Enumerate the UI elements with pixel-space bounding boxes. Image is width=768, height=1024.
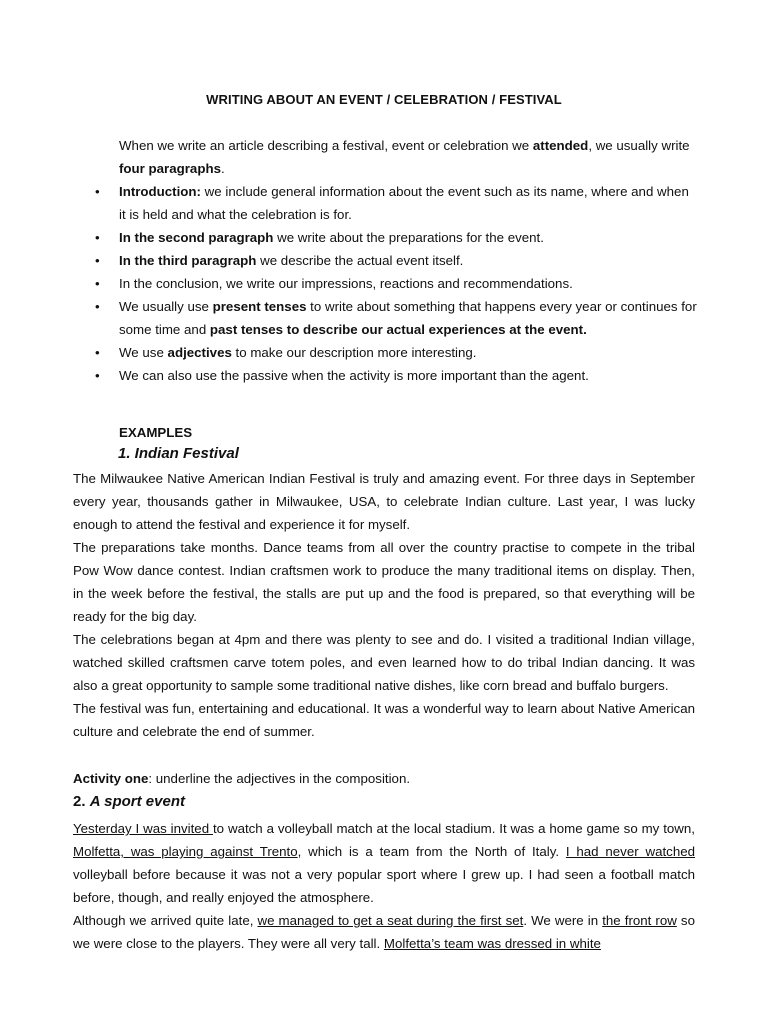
list-item-bold: Introduction: bbox=[119, 184, 201, 199]
document-title: WRITING ABOUT AN EVENT / CELEBRATION / FESTIVAL bbox=[206, 92, 562, 107]
list-item-bold: In the second paragraph bbox=[119, 230, 274, 245]
examples-heading: EXAMPLES bbox=[119, 425, 193, 440]
intro-paragraph bbox=[119, 134, 699, 180]
list-item bbox=[93, 272, 699, 295]
list-item-bold: past tenses to describe our actual experiences at the event. bbox=[209, 322, 587, 337]
paragraph: The celebrations began at 4pm and there was plenty to see and do. I visited a traditional Indian village, watched skilled craftsmen carve totem poles, and even learned how to do tribal Indian dancing. It was also a great opportunity to sample some traditional native dishes, like corn bread and buffalo burgers. bbox=[73, 632, 695, 693]
example1-heading: 1. Indian Festival bbox=[118, 445, 239, 462]
bullet-icon: • bbox=[95, 299, 100, 314]
example2-number: 2. bbox=[73, 793, 90, 810]
list-item-text: we include general information about the event such as its name, where and when it is held and what the celebration is for. bbox=[119, 184, 689, 222]
example2-title: A sport event bbox=[89, 793, 185, 810]
list-item bbox=[93, 295, 699, 341]
list-item-text: We use bbox=[119, 345, 168, 360]
paragraph: The festival was fun, entertaining and educational. It was a wonderful way to learn about Native American culture and celebrate the end of summer. bbox=[73, 701, 695, 739]
underlined-text: Molfetta, was playing against Trento bbox=[73, 844, 298, 859]
list-item-bold: In the third paragraph bbox=[119, 253, 257, 268]
intro-bold: attended bbox=[532, 138, 589, 153]
list-item-text: We can also use the passive when the activity is more important than the agent. bbox=[119, 368, 589, 383]
list-item-text: to write about something that happens every year or continues for some time and bbox=[119, 299, 697, 337]
intro-text: When we write an article describing a festival, event or celebration we bbox=[119, 138, 533, 153]
bullet-icon: • bbox=[95, 230, 100, 245]
intro-text: , we usually write bbox=[588, 138, 690, 153]
bullet-icon: • bbox=[95, 368, 100, 383]
paragraph bbox=[73, 817, 695, 909]
underlined-text: the front row bbox=[602, 913, 677, 928]
bullet-icon: • bbox=[95, 345, 100, 360]
underlined-text: I had never watched bbox=[565, 844, 696, 859]
list-item bbox=[93, 226, 699, 249]
list-item-bold: present tenses bbox=[212, 299, 307, 314]
list-item-text: to make our description more interesting. bbox=[231, 345, 477, 360]
paragraph: The preparations take months. Dance teams from all over the country practise to compete in the tribal Pow Wow dance contest. Indian craftsmen work to produce the many traditional items on display. Then, in the week before the festival, the stalls are put up and the food is prepared, so that everything will be ready for the big day. bbox=[73, 540, 695, 624]
activity-label: Activity one bbox=[73, 771, 149, 786]
list-item bbox=[93, 364, 699, 387]
list-item-text: We usually use bbox=[119, 299, 213, 314]
bullet-icon: • bbox=[95, 184, 100, 199]
activity-line bbox=[73, 767, 410, 790]
paragraph-text: so we were close to the players. They were all very tall. bbox=[73, 913, 695, 951]
bullet-icon: • bbox=[95, 276, 100, 291]
paragraph bbox=[73, 909, 695, 955]
guidelines-list bbox=[93, 180, 699, 387]
intro-text: . bbox=[220, 161, 225, 176]
list-item bbox=[93, 341, 699, 364]
list-item-text: we write about the preparations for the event. bbox=[273, 230, 544, 245]
paragraph: The Milwaukee Native American Indian Festival is truly and amazing event. For three days in September every year, thousands gather in Milwaukee, USA, to celebrate Indian culture. Last year, I was lucky enough to attend the festival and experience it for myself. bbox=[73, 471, 695, 532]
underlined-text: we managed to get a seat during the first set bbox=[257, 913, 524, 928]
example1-body bbox=[73, 467, 695, 743]
underlined-text: Yesterday I was invited bbox=[73, 821, 213, 836]
list-item-text: In the conclusion, we write our impressions, reactions and recommendations. bbox=[119, 276, 573, 291]
list-item-bold: adjectives bbox=[167, 345, 232, 360]
example2-body bbox=[73, 817, 695, 955]
example2-heading bbox=[73, 793, 185, 810]
paragraph-text: . We were in bbox=[523, 913, 603, 928]
bullet-icon: • bbox=[95, 253, 100, 268]
list-item bbox=[93, 180, 699, 226]
paragraph-text: Although we arrived quite late, bbox=[73, 913, 258, 928]
paragraph-text: volleyball before because it was not a very popular sport where I grew up. I had seen a football match before, though, and really enjoyed the atmosphere. bbox=[73, 867, 695, 905]
intro-bold: four paragraphs bbox=[119, 161, 221, 176]
list-item-text: we describe the actual event itself. bbox=[256, 253, 464, 268]
paragraph-text: , which is a team from the North of Italy. bbox=[297, 844, 566, 859]
activity-text: : underline the adjectives in the composition. bbox=[148, 771, 411, 786]
list-item bbox=[93, 249, 699, 272]
paragraph-text: to watch a volleyball match at the local stadium. It was a home game so my town, bbox=[212, 821, 695, 836]
underlined-text: Molfetta’s team was dressed in white bbox=[383, 936, 601, 951]
